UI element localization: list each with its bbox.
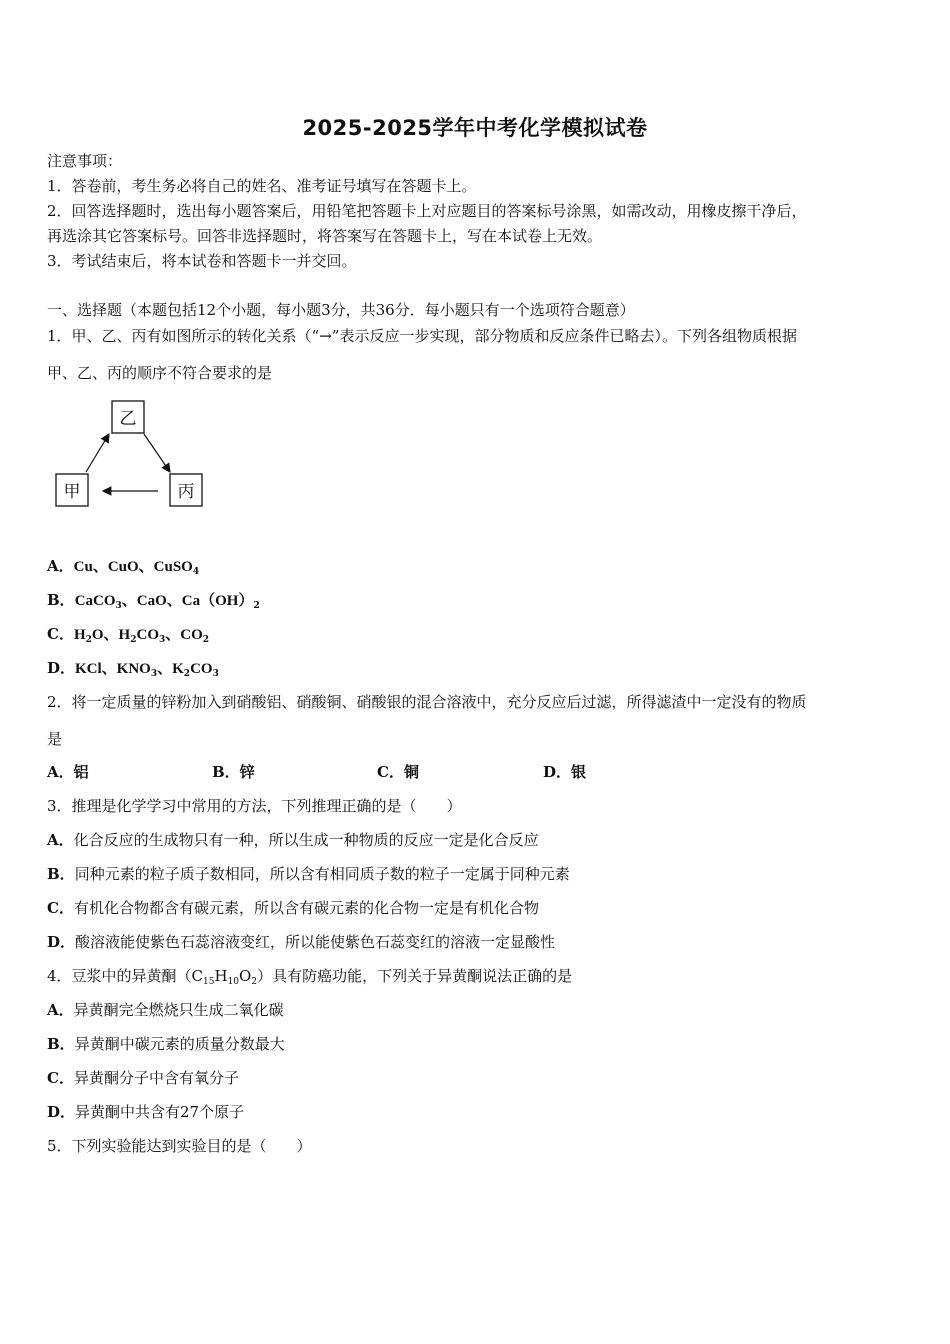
arrow-jia-to-yi	[86, 434, 109, 472]
notice-item: 1．答卷前，考生务必将自己的姓名、准考证号填写在答题卡上。	[47, 177, 477, 195]
q2-option-d[interactable]: D．银	[543, 763, 587, 781]
q1-option-b[interactable]: B．CaCO$_3$、CaO、$Ca(OH)_2$	[47, 591, 260, 611]
q4-option-c[interactable]: C．异黄酮分子中含有氧分子	[47, 1069, 239, 1087]
q3-option-b[interactable]: B．同种元素的粒子质子数相同，所以含有相同质子数的粒子一定属于同种元素	[47, 865, 570, 883]
page-title: 2025-2025学年中考化学模拟试卷	[302, 116, 648, 140]
q2-option-c[interactable]: C．铜	[377, 763, 419, 781]
notice-item: 2．回答选择题时，选出每小题答案后，用铅笔把答题卡上对应题目的答案标号涂黑，如需改动，用橡皮擦干净后，	[47, 202, 807, 220]
q5-stem: 5．下列实验能达到实验目的是（ ）	[47, 1137, 312, 1155]
option-label: D．	[47, 659, 76, 677]
q3-option-d[interactable]: D．酸溶液能使紫色石蕊溶液变红，所以能使紫色石蕊变红的溶液一定显酸性	[47, 933, 556, 951]
q4-option-d[interactable]: D．异黄酮中共含有27个原子	[47, 1103, 245, 1121]
arrow-yi-to-bing	[144, 434, 170, 472]
q1-option-c[interactable]: C．$H_2O$、$H_2CO_3$、$CO_2$	[47, 625, 210, 645]
q1-stem-line1: 1．甲、乙、丙有如图所示的转化关系（“→”表示反应一步实现，部分物质和反应条件已略去）。下列各组物质根据	[47, 327, 797, 345]
q4-option-a[interactable]: A．异黄酮完全燃烧只生成二氧化碳	[47, 1001, 284, 1019]
q2-options	[47, 762, 907, 782]
q3-option-c[interactable]: C．有机化合物都含有碳元素，所以含有碳元素的化合物一定是有机化合物	[47, 899, 539, 917]
notice-item: 3．考试结束后，将本试卷和答题卡一并交回。	[47, 252, 357, 270]
option-label: B．	[47, 591, 75, 609]
q4-option-b[interactable]: B．异黄酮中碳元素的质量分数最大	[47, 1035, 285, 1053]
q2-stem-line2: 是	[47, 730, 63, 748]
q2-stem-line1: 2．将一定质量的锌粉加入到硝酸铝、硝酸铜、硝酸银的混合溶液中，充分反应后过滤，所得滤渣中一定没有的物质	[47, 693, 807, 711]
section-heading: 一、选择题（本题包括12个小题，每小题3分，共36分．每小题只有一个选项符合题意）	[47, 301, 635, 319]
label-jia: 甲	[63, 482, 81, 502]
q2-option-a[interactable]: A．铝	[47, 763, 89, 781]
conversion-diagram	[47, 395, 217, 515]
q1-option-d[interactable]: D．KCl、$KNO_3$、$K_2CO_3$	[47, 659, 219, 679]
q4-stem: 4．豆浆中的异黄酮$(C_{15}H_{10}O_2)$具有防癌功能，下列关于异黄酮说法正确的是	[47, 967, 573, 987]
notice-heading: 注意事项：	[47, 152, 123, 170]
q3-stem: 3．推理是化学学习中常用的方法，下列推理正确的是（ ）	[47, 797, 462, 815]
label-yi: 乙	[119, 409, 137, 429]
option-label: C．	[47, 625, 74, 643]
q3-option-a[interactable]: A．化合反应的生成物只有一种，所以生成一种物质的反应一定是化合反应	[47, 831, 539, 849]
q2-option-b[interactable]: B．锌	[212, 763, 255, 781]
option-label: A．	[47, 557, 74, 575]
notice-item: 再选涂其它答案标号。回答非选择题时，将答案写在答题卡上，写在本试卷上无效。	[47, 227, 603, 245]
q1-stem-line2: 甲、乙、丙的顺序不符合要求的是	[47, 364, 273, 382]
label-bing: 丙	[177, 482, 195, 502]
q1-option-a[interactable]: A．Cu、CuO、CuSO$_4$	[47, 557, 200, 577]
